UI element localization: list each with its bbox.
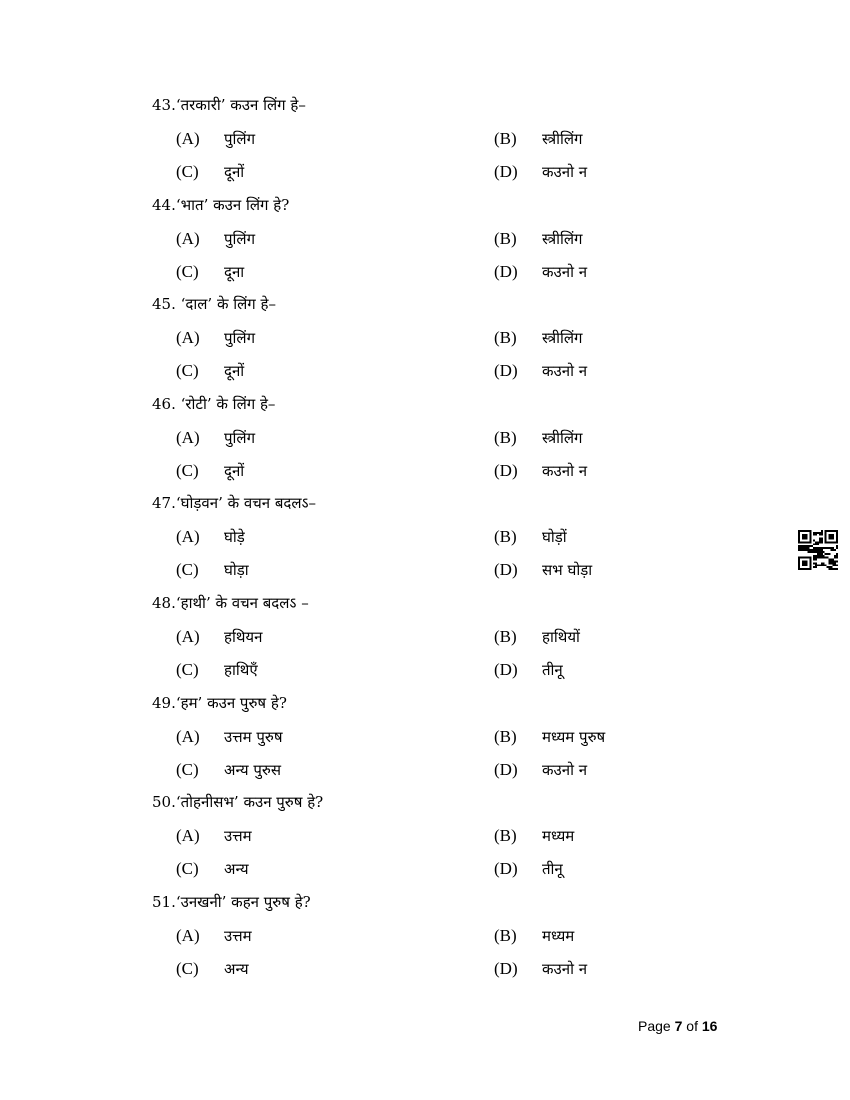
question-text: 48.‘हाथी’ के वचन बदलऽ – bbox=[152, 594, 309, 612]
option-label: (B) bbox=[494, 627, 517, 646]
option-label: (D) bbox=[494, 759, 518, 779]
option-text: अन्य पुरुस bbox=[224, 760, 281, 779]
option-text: मध्यम bbox=[542, 926, 575, 945]
option-a bbox=[176, 226, 255, 252]
option-text: कउनो न bbox=[542, 959, 588, 978]
option-d bbox=[494, 956, 587, 982]
option-c bbox=[176, 259, 244, 285]
option-text: उत्तम bbox=[224, 926, 252, 945]
question-block bbox=[0, 789, 850, 889]
current-page: 7 bbox=[674, 1018, 683, 1034]
option-label: (B) bbox=[494, 228, 517, 248]
option-text: स्त्रीलिंग bbox=[542, 130, 583, 148]
option-text: उत्तम पुरुष bbox=[224, 727, 283, 746]
option-text: पुलिंग bbox=[224, 130, 256, 148]
option-text: दूनों bbox=[224, 362, 245, 381]
option-b bbox=[494, 524, 567, 550]
option-a bbox=[176, 425, 255, 451]
option-text: तीनू bbox=[542, 661, 563, 679]
option-d bbox=[494, 856, 563, 882]
option-text: पुलिंग bbox=[224, 329, 256, 348]
option-b bbox=[494, 226, 583, 252]
option-label: (C) bbox=[176, 958, 199, 978]
option-label: (C) bbox=[176, 361, 199, 381]
option-d bbox=[494, 557, 592, 583]
option-label: (D) bbox=[494, 460, 518, 480]
option-a bbox=[176, 823, 252, 849]
option-label: (B) bbox=[494, 527, 517, 547]
option-d bbox=[494, 358, 587, 384]
option-b bbox=[494, 425, 583, 451]
option-text: सभ घोड़ा bbox=[542, 561, 593, 580]
option-c bbox=[176, 657, 258, 683]
option-label: (B) bbox=[494, 328, 517, 348]
option-c bbox=[176, 458, 244, 484]
question-text: 49.‘हम’ कउन पुरुष हे? bbox=[152, 693, 287, 712]
option-b bbox=[494, 823, 574, 849]
option-b bbox=[494, 126, 583, 152]
question-block bbox=[0, 391, 850, 491]
option-b bbox=[494, 325, 583, 351]
option-label: (D) bbox=[494, 560, 518, 580]
option-text: दूना bbox=[224, 262, 245, 281]
option-text: घोड़ा bbox=[224, 561, 249, 580]
qr-code-icon bbox=[798, 530, 838, 570]
option-text: उत्तम bbox=[224, 827, 252, 846]
option-label: (A) bbox=[176, 826, 200, 846]
option-label: (A) bbox=[176, 925, 200, 945]
option-label: (D) bbox=[494, 261, 518, 281]
option-label: (B) bbox=[494, 826, 517, 846]
option-text: स्त्रीलिंग bbox=[542, 229, 583, 248]
question-text: 47.‘घोड़वन’ के वचन बदलऽ– bbox=[152, 494, 317, 513]
option-a bbox=[176, 126, 255, 152]
option-label: (B) bbox=[494, 427, 517, 447]
option-text: मध्यम bbox=[542, 827, 575, 846]
option-a bbox=[176, 923, 252, 949]
option-label: (A) bbox=[176, 228, 200, 248]
question-text: 45. ‘दाल’ के लिंग हे– bbox=[152, 295, 276, 314]
footer-prefix: Page bbox=[638, 1018, 675, 1034]
option-text: घोड़े bbox=[224, 528, 245, 547]
option-text: कउनो न bbox=[542, 461, 588, 480]
option-d bbox=[494, 458, 587, 484]
option-label: (D) bbox=[494, 660, 518, 679]
option-label: (C) bbox=[176, 261, 199, 281]
option-text: कउनो न bbox=[542, 163, 588, 181]
page-footer bbox=[638, 1015, 717, 1037]
option-b bbox=[494, 923, 574, 949]
question-text: 51.‘उनखनी’ कहन पुरुष हे? bbox=[152, 892, 311, 911]
question-text: 44.‘भात’ कउन लिंग हे? bbox=[152, 195, 290, 214]
option-c bbox=[176, 757, 281, 783]
option-label: (C) bbox=[176, 660, 199, 679]
option-d bbox=[494, 159, 587, 185]
question-block bbox=[0, 192, 850, 292]
option-text: कउनो न bbox=[542, 760, 588, 779]
option-label: (D) bbox=[494, 162, 518, 181]
option-b bbox=[494, 724, 605, 750]
option-b bbox=[494, 624, 580, 650]
option-text: पुलिंग bbox=[224, 428, 256, 447]
option-a bbox=[176, 325, 255, 351]
option-label: (C) bbox=[176, 859, 199, 879]
option-d bbox=[494, 259, 587, 285]
option-text: तीनू bbox=[542, 860, 563, 879]
question-block bbox=[0, 92, 850, 192]
option-c bbox=[176, 557, 249, 583]
option-text: हथियन bbox=[224, 628, 263, 646]
option-text: दूनों bbox=[224, 461, 245, 480]
option-c bbox=[176, 159, 244, 185]
option-label: (D) bbox=[494, 361, 518, 381]
option-text: मध्यम पुरुष bbox=[542, 727, 606, 746]
option-c bbox=[176, 856, 249, 882]
option-label: (C) bbox=[176, 560, 199, 580]
footer-middle: of bbox=[682, 1018, 702, 1034]
option-text: हाथिएँ bbox=[224, 661, 258, 679]
option-label: (D) bbox=[494, 958, 518, 978]
question-block bbox=[0, 889, 850, 989]
option-text: कउनो न bbox=[542, 362, 588, 381]
option-a bbox=[176, 724, 282, 750]
option-label: (A) bbox=[176, 328, 200, 348]
question-block bbox=[0, 490, 850, 590]
option-label: (C) bbox=[176, 460, 199, 480]
option-text: हाथियों bbox=[542, 628, 580, 646]
option-text: दूनों bbox=[224, 163, 245, 181]
option-label: (A) bbox=[176, 726, 200, 746]
option-c bbox=[176, 358, 244, 384]
option-d bbox=[494, 757, 587, 783]
option-c bbox=[176, 956, 249, 982]
option-label: (A) bbox=[176, 627, 200, 646]
option-a bbox=[176, 524, 245, 550]
option-label: (A) bbox=[176, 527, 200, 547]
option-label: (A) bbox=[176, 427, 200, 447]
total-pages: 16 bbox=[701, 1018, 718, 1034]
question-text: 43.‘तरकारी’ कउन लिंग हे– bbox=[152, 96, 306, 114]
option-label: (B) bbox=[494, 925, 517, 945]
question-block bbox=[0, 291, 850, 391]
option-text: अन्य bbox=[224, 860, 249, 879]
question-block bbox=[0, 590, 850, 690]
option-text: पुलिंग bbox=[224, 229, 256, 248]
option-text: घोड़ों bbox=[542, 528, 567, 547]
option-label: (B) bbox=[494, 129, 517, 148]
option-label: (C) bbox=[176, 162, 199, 181]
option-label: (D) bbox=[494, 859, 518, 879]
question-block bbox=[0, 690, 850, 790]
question-text: 50.‘तोहनीसभ’ कउन पुरुष हे? bbox=[152, 793, 324, 812]
question-text: 46. ‘रोटी’ के लिंग हे– bbox=[152, 394, 276, 413]
option-label: (B) bbox=[494, 726, 517, 746]
option-label: (A) bbox=[176, 129, 200, 148]
option-text: अन्य bbox=[224, 959, 249, 978]
option-a bbox=[176, 624, 262, 650]
option-text: कउनो न bbox=[542, 262, 588, 281]
option-text: स्त्रीलिंग bbox=[542, 428, 583, 447]
option-d bbox=[494, 657, 563, 683]
option-label: (C) bbox=[176, 759, 199, 779]
option-text: स्त्रीलिंग bbox=[542, 329, 583, 348]
